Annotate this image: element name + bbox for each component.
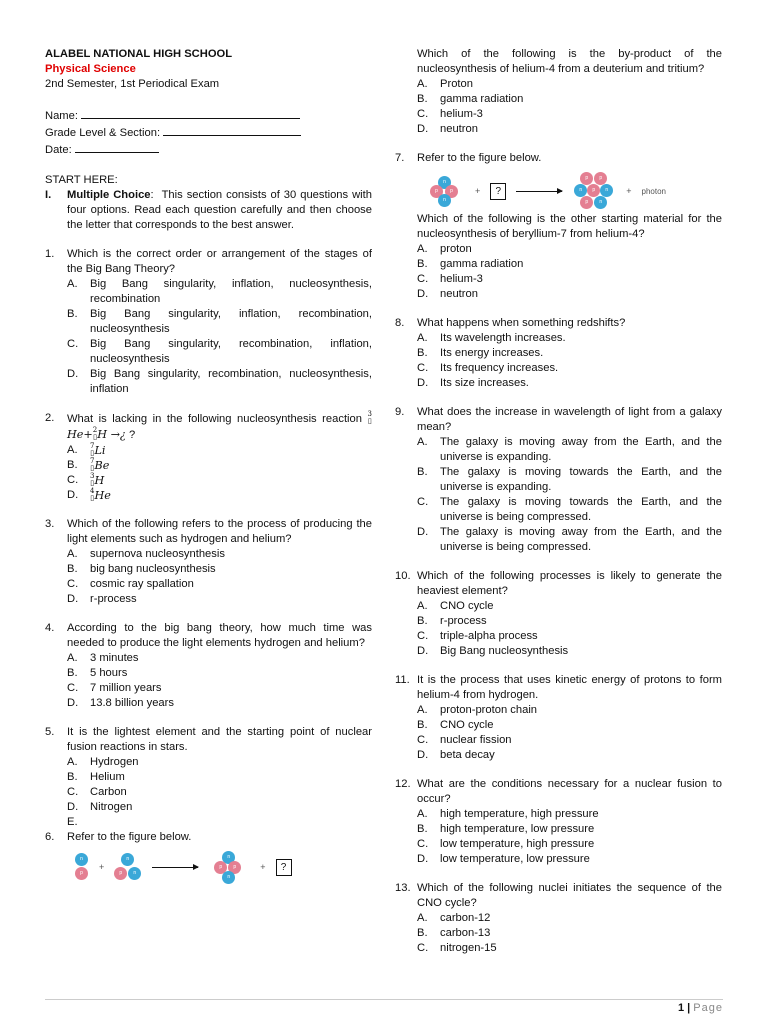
- option-letter: C.: [67, 578, 79, 590]
- option[interactable]: B. 7 ▯ Be: [67, 457, 110, 472]
- option[interactable]: [67, 651, 372, 666]
- option-text: helium-3: [440, 108, 483, 120]
- unknown-reactant-box: ?: [490, 183, 506, 200]
- mass-number: 4: [90, 487, 95, 495]
- mass-number: 3: [367, 410, 373, 418]
- option-letter: A.: [67, 444, 78, 456]
- option-text: r-process: [90, 593, 137, 605]
- page-footer: [678, 1001, 723, 1016]
- question-number: 2.: [45, 412, 55, 424]
- option-letter: D.: [417, 526, 429, 538]
- question-11: [395, 673, 722, 763]
- question-2: [45, 411, 372, 503]
- mass-number: 3: [90, 472, 95, 480]
- question-text: What happens when something redshifts?: [417, 317, 626, 329]
- plus-icon: +: [260, 861, 266, 872]
- question-8: [395, 316, 722, 391]
- option-letter: C.: [417, 108, 429, 120]
- option-letter: D.: [67, 593, 79, 605]
- helium4-icon: n p p n: [425, 176, 465, 206]
- option[interactable]: [67, 592, 372, 607]
- option[interactable]: [67, 367, 372, 397]
- option-letter: A.: [417, 332, 428, 344]
- option[interactable]: [417, 465, 722, 495]
- deuterium-icon: n p: [75, 853, 89, 881]
- option[interactable]: [67, 815, 372, 830]
- question-text: What does the increase in wavelength of light from a galaxy mean?: [417, 406, 722, 433]
- option-text: gamma radiation: [440, 93, 524, 105]
- mass-number: 2: [92, 426, 98, 434]
- option[interactable]: A. 7 ▯ Li: [67, 442, 106, 457]
- option[interactable]: [67, 785, 372, 800]
- mass-number: 7: [90, 442, 95, 450]
- option[interactable]: D. 4 ▯ He: [67, 487, 111, 502]
- option-letter: D.: [417, 749, 429, 761]
- option-text: low temperature, high pressure: [440, 838, 595, 850]
- option[interactable]: [417, 614, 722, 629]
- tritium-icon: n p n: [114, 853, 142, 881]
- option-letter: C.: [67, 474, 79, 486]
- option-letter: A.: [67, 548, 78, 560]
- option-text: supernova nucleosynthesis: [90, 548, 225, 560]
- option-text: Big Bang singularity, recombination, nucleosynthesis, inflation: [90, 368, 372, 395]
- mass-number: 7: [90, 457, 95, 465]
- question-6: [45, 830, 372, 885]
- option-text: gamma radiation: [440, 258, 524, 270]
- option-text: helium-3: [440, 273, 483, 285]
- option-letter: A.: [417, 78, 428, 90]
- option-letter: D.: [417, 377, 429, 389]
- option-text: CNO cycle: [440, 719, 494, 731]
- option-letter: A.: [417, 912, 428, 924]
- page-separator: |: [687, 1002, 691, 1014]
- option[interactable]: [417, 77, 722, 92]
- element-symbol: Li: [94, 444, 106, 457]
- option-text: low temperature, low pressure: [440, 853, 590, 865]
- name-label: Name:: [45, 110, 78, 122]
- question-number: 6.: [45, 831, 55, 843]
- question-text: Which of the following is the by-product of the nucleosynthesis of helium-4 from a deuterium and tritium?: [417, 48, 722, 75]
- question-text: [67, 411, 372, 443]
- section-heading: [45, 188, 372, 233]
- option-text: Nitrogen: [90, 801, 133, 813]
- option-text: cosmic ray spallation: [90, 578, 194, 590]
- option[interactable]: [417, 361, 722, 376]
- question-text: It is the lightest element and the starting point of nuclear fusion reactions in stars.: [67, 726, 372, 753]
- option-text: high temperature, high pressure: [440, 808, 599, 820]
- option-text: beta decay: [440, 749, 495, 761]
- right-column: [395, 47, 722, 956]
- option[interactable]: [417, 257, 722, 272]
- grade-label: Grade Level & Section:: [45, 127, 161, 139]
- option-text: Proton: [440, 78, 473, 90]
- option[interactable]: [417, 331, 722, 346]
- question-text: It is the process that uses kinetic energy of protons to form helium-4 from hydrogen.: [417, 674, 722, 701]
- grade-line: [45, 124, 372, 141]
- option[interactable]: [417, 599, 722, 614]
- option-text: The galaxy is moving towards the Earth, and the universe is expanding.: [440, 466, 722, 493]
- option[interactable]: [417, 926, 722, 941]
- question-13: [395, 881, 722, 956]
- option-text: Its wavelength increases.: [440, 332, 566, 344]
- question-text: Which is the correct order or arrangement of the stages of the Big Bang Theory?: [67, 248, 372, 275]
- exam-title: 2nd Semester, 1st Periodical Exam: [45, 78, 220, 90]
- option[interactable]: [417, 376, 722, 391]
- option[interactable]: [417, 644, 722, 659]
- option[interactable]: [417, 748, 722, 763]
- question-10: [395, 569, 722, 659]
- subject-title: Physical Science: [45, 63, 136, 75]
- option-text: 3 minutes: [90, 652, 139, 664]
- plus-sign: +: [83, 428, 93, 441]
- option[interactable]: [417, 733, 722, 748]
- option[interactable]: [67, 307, 372, 337]
- question-5: [45, 725, 372, 830]
- option-text: Helium: [90, 771, 125, 783]
- option-letter: D.: [67, 801, 79, 813]
- option-text: 5 hours: [90, 667, 128, 679]
- left-column: [45, 47, 372, 885]
- option[interactable]: [67, 800, 372, 815]
- option-text: CNO cycle: [440, 600, 494, 612]
- option-letter: C.: [417, 496, 429, 508]
- option-letter: B.: [417, 823, 428, 835]
- element-symbol: H: [94, 474, 105, 487]
- option-text: triple-alpha process: [440, 630, 538, 642]
- element-symbol: He: [67, 428, 84, 441]
- question-text: Which of the following processes is likely to generate the heaviest element?: [417, 570, 722, 597]
- option-letter: E.: [67, 816, 78, 828]
- option-letter: B.: [67, 459, 78, 471]
- option[interactable]: [417, 941, 722, 956]
- section-title: Multiple Choice: [67, 189, 151, 201]
- name-field[interactable]: [81, 107, 300, 119]
- option-letter: A.: [67, 652, 78, 664]
- option[interactable]: [67, 277, 372, 307]
- start-here: START HERE:: [45, 174, 118, 186]
- option-letter: D.: [417, 853, 429, 865]
- option[interactable]: [417, 837, 722, 852]
- photon-label: photon: [641, 186, 666, 196]
- reaction-arrow-icon: [516, 191, 562, 192]
- option[interactable]: [67, 577, 372, 592]
- plus-icon: +: [475, 185, 481, 196]
- option[interactable]: [417, 287, 722, 302]
- question-9: [395, 405, 722, 555]
- option-text: Big Bang singularity, inflation, nucleosynthesis, recombination: [90, 278, 372, 305]
- option[interactable]: C. 3 ▯ H: [67, 472, 105, 487]
- question-1: [45, 247, 372, 397]
- element-symbol: Be: [94, 459, 110, 472]
- question-text: Refer to the figure below.: [417, 152, 542, 164]
- question-text: Which of the following refers to the process of producing the light elements such as hydrogen and helium?: [67, 518, 372, 545]
- question-number: 9.: [395, 406, 405, 418]
- page-number: 1: [677, 1002, 685, 1014]
- option-text: Hydrogen: [90, 756, 139, 768]
- element-symbol: He: [94, 489, 111, 502]
- option[interactable]: [417, 629, 722, 644]
- option-text: [90, 815, 372, 830]
- option[interactable]: [417, 525, 722, 555]
- option-letter: A.: [417, 436, 428, 448]
- question-number: 10.: [395, 570, 411, 582]
- option[interactable]: [67, 547, 372, 562]
- option[interactable]: [67, 770, 372, 785]
- option-text: proton: [440, 243, 472, 255]
- option-text: nuclear fission: [440, 734, 512, 746]
- option-text: proton-proton chain: [440, 704, 538, 716]
- option-letter: B.: [67, 771, 78, 783]
- reaction-arrow-icon: [152, 867, 198, 868]
- option-letter: C.: [417, 838, 429, 850]
- footer-rule: [45, 999, 723, 1000]
- question-number: 1.: [45, 248, 55, 260]
- question-number: 7.: [395, 152, 405, 164]
- option[interactable]: [417, 703, 722, 718]
- option-text: nitrogen-15: [440, 942, 497, 954]
- option-text: The galaxy is moving towards the Earth, and the universe is being compressed.: [440, 496, 722, 523]
- grade-field[interactable]: [163, 124, 301, 136]
- option[interactable]: [417, 272, 722, 287]
- question-mark: ?: [129, 429, 136, 441]
- option-letter: A.: [417, 808, 428, 820]
- question-3: [45, 517, 372, 607]
- question-text: Refer to the figure below.: [67, 831, 192, 843]
- option-letter: B.: [417, 347, 428, 359]
- option[interactable]: [417, 92, 722, 107]
- option-text: Its size increases.: [440, 377, 529, 389]
- section-instructions: This section consists of 30 questions with four options. Read each question carefully and then choose the letter that corresponds to the best answer.: [67, 189, 372, 231]
- option-letter: C.: [417, 630, 429, 642]
- option-letter: A.: [67, 756, 78, 768]
- option-letter: D.: [67, 368, 79, 380]
- option-letter: D.: [417, 645, 429, 657]
- question-6-continued: [395, 47, 722, 137]
- option-text: The galaxy is moving away from the Earth, and the universe is being compressed.: [440, 526, 722, 553]
- option-letter: A.: [417, 243, 428, 255]
- option-letter: A.: [417, 600, 428, 612]
- option[interactable]: [417, 122, 722, 137]
- section-text: Multiple Choice: This section consists of 30 questions with four options. Read each question carefully and then choose the letter that corresponds to the best answer.: [67, 189, 372, 231]
- question-text: Which of the following nuclei initiates the sequence of the CNO cycle?: [417, 882, 722, 909]
- option[interactable]: [67, 755, 372, 770]
- option-letter: B.: [67, 563, 78, 575]
- school-name: ALABEL NATIONAL HIGH SCHOOL: [45, 48, 233, 60]
- option-letter: A.: [417, 704, 428, 716]
- option-text: Big Bang singularity, recombination, inflation, nucleosynthesis: [90, 338, 372, 365]
- reaction-arrow: →¿: [110, 428, 126, 441]
- option-text: r-process: [440, 615, 487, 627]
- name-line: [45, 107, 372, 124]
- option[interactable]: [417, 852, 722, 867]
- option-text: Carbon: [90, 786, 127, 798]
- question-number: 4.: [45, 622, 55, 634]
- option[interactable]: [67, 681, 372, 696]
- option-letter: B.: [417, 615, 428, 627]
- question-number: 13.: [395, 882, 411, 894]
- option-letter: D.: [417, 123, 429, 135]
- question-subtext: Which of the following is the other starting material for the nucleosynthesis of beryllium-7 from helium-4?: [417, 213, 722, 240]
- date-line: [45, 141, 372, 158]
- option-text: Big Bang singularity, inflation, recombination, nucleosynthesis: [90, 308, 372, 335]
- option-letter: C.: [417, 942, 429, 954]
- option[interactable]: [417, 807, 722, 822]
- question-number: 11.: [395, 674, 410, 686]
- beryllium7-icon: p p n p n p n: [572, 172, 616, 210]
- option-letter: B.: [67, 667, 78, 679]
- option-text: carbon-12: [440, 912, 491, 924]
- plus-icon: +: [99, 861, 105, 872]
- element-symbol: H: [97, 428, 107, 441]
- section-number: I.: [45, 189, 52, 201]
- option-text: high temperature, low pressure: [440, 823, 595, 835]
- figure-deuterium-tritium: [75, 851, 372, 883]
- option[interactable]: [417, 435, 722, 465]
- option[interactable]: [417, 107, 722, 122]
- option-letter: C.: [417, 362, 429, 374]
- date-label: Date:: [45, 144, 72, 156]
- option-letter: A.: [67, 278, 78, 290]
- option[interactable]: [417, 822, 722, 837]
- option-letter: D.: [67, 489, 79, 501]
- option-letter: B.: [67, 308, 78, 320]
- option-letter: C.: [417, 273, 429, 285]
- question-number: 5.: [45, 726, 55, 738]
- question-7: [395, 151, 722, 302]
- option-letter: C.: [417, 734, 429, 746]
- option[interactable]: [417, 495, 722, 525]
- plus-icon: +: [626, 185, 632, 196]
- option-letter: B.: [417, 719, 428, 731]
- option-text: 7 million years: [90, 682, 162, 694]
- option-text: The galaxy is moving away from the Earth, and the universe is expanding.: [440, 436, 722, 463]
- option-text: big bang nucleosynthesis: [90, 563, 216, 575]
- option-text: carbon-13: [440, 927, 491, 939]
- option-letter: D.: [417, 288, 429, 300]
- option-text: neutron: [440, 123, 478, 135]
- option[interactable]: [67, 696, 372, 711]
- option-letter: C.: [67, 786, 79, 798]
- question-12: [395, 777, 722, 867]
- option-text: Its energy increases.: [440, 347, 544, 359]
- unknown-product-box: ?: [276, 859, 292, 876]
- figure-beryllium7: [425, 172, 722, 210]
- option-text: Big Bang nucleosynthesis: [440, 645, 569, 657]
- reaction-equation: 3 ▯ He+ 2 ▯ H →¿: [67, 410, 373, 441]
- question-number: 8.: [395, 317, 405, 329]
- option[interactable]: [417, 911, 722, 926]
- question-number: 3.: [45, 518, 55, 530]
- option-letter: C.: [67, 338, 79, 350]
- option-letter: B.: [417, 93, 428, 105]
- option[interactable]: [417, 346, 722, 361]
- question-text: What are the conditions necessary for a nuclear fusion to occur?: [417, 778, 722, 805]
- option-letter: B.: [417, 466, 428, 478]
- option[interactable]: [417, 718, 722, 733]
- option-letter: D.: [67, 697, 79, 709]
- question-number: 12.: [395, 778, 411, 790]
- option-text: Its frequency increases.: [440, 362, 559, 374]
- option[interactable]: [417, 242, 722, 257]
- option[interactable]: [67, 666, 372, 681]
- question-text-main: What is lacking in the following nucleosynthesis reaction: [67, 413, 362, 425]
- option-text: 13.8 billion years: [90, 697, 174, 709]
- option[interactable]: [67, 562, 372, 577]
- question-text: According to the big bang theory, how much time was needed to produce the light elements hydrogen and helium?: [67, 622, 372, 649]
- question-4: [45, 621, 372, 711]
- option-letter: C.: [67, 682, 79, 694]
- option-text: neutron: [440, 288, 478, 300]
- date-field[interactable]: [75, 141, 159, 153]
- option-letter: B.: [417, 927, 428, 939]
- helium4-icon: n p p n: [208, 851, 250, 883]
- option[interactable]: [67, 337, 372, 367]
- option-letter: B.: [417, 258, 428, 270]
- page-word: Page: [693, 1002, 723, 1014]
